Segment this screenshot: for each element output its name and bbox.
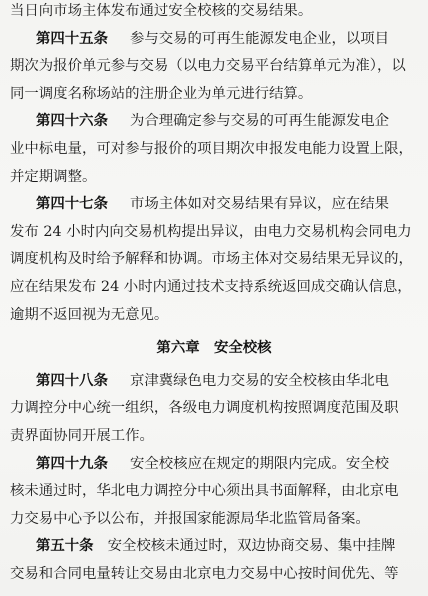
article-first-line: 第四十五条 参与交易的可再生能源发电企业，以项目 xyxy=(36,31,390,47)
article-first-line: 第五十条 安全校核未通过时，双边协商交易、集中挂牌 xyxy=(36,538,396,554)
article-number: 第五十条 xyxy=(36,538,94,554)
body-line: 期次为报价单元参与交易（以电力交易平台结算单元为准），以 xyxy=(10,58,406,74)
chapter-heading: 第六章 安全校核 xyxy=(156,340,272,356)
body-line: 逾期不返回视为无意见。 xyxy=(10,307,169,323)
body-line: 力调控分中心统一组织，各级电力调度机构按照调度范围及职 xyxy=(10,400,399,416)
article-number: 第四十九条 xyxy=(36,456,108,472)
body-line: 核未通过时，华北电力调控分中心须出具书面解释，由北京电 xyxy=(10,483,399,499)
article-first-line: 第四十六条 为合理确定参与交易的可再生能源发电企 xyxy=(36,113,390,129)
article-first-line: 第四十八条 京津冀绿色电力交易的安全校核由华北电 xyxy=(36,373,390,389)
article-number: 第四十八条 xyxy=(36,373,108,389)
article-number: 第四十五条 xyxy=(36,31,108,47)
body-line: 发布 24 小时内向交易机构提出异议，由电力交易机构会同电力 xyxy=(10,224,412,240)
body-line: 业中标电量，可对参与报价的项目期次申报发电能力设置上限， xyxy=(10,141,413,157)
article-first-line: 第四十九条 安全校核应在规定的期限内完成。安全校 xyxy=(36,456,390,472)
body-line: 责界面协同开展工作。 xyxy=(10,428,154,444)
article-first-line: 第四十七条 市场主体如对交易结果有异议，应在结果 xyxy=(36,196,390,212)
body-line: 同一调度名称场站的注册企业为单元进行结算。 xyxy=(10,86,313,102)
article-number: 第四十七条 xyxy=(36,196,108,212)
body-line: 力交易中心予以公布，并报国家能源局华北监管局备案。 xyxy=(10,511,370,527)
body-line: 交易和合同电量转让交易由北京电力交易中心按时间优先、等 xyxy=(10,566,399,582)
body-line: 调度机构及时给予解释和协调。市场主体对交易结果无异议的， xyxy=(10,251,413,267)
body-line: 并定期调整。 xyxy=(10,169,97,185)
body-line: 当日向市场主体发布通过安全校核的交易结果。 xyxy=(10,3,313,19)
body-line: 应在结果发布 24 小时内通过技术支持系统返回成交确认信息， xyxy=(10,279,412,295)
article-number: 第四十六条 xyxy=(36,113,108,129)
